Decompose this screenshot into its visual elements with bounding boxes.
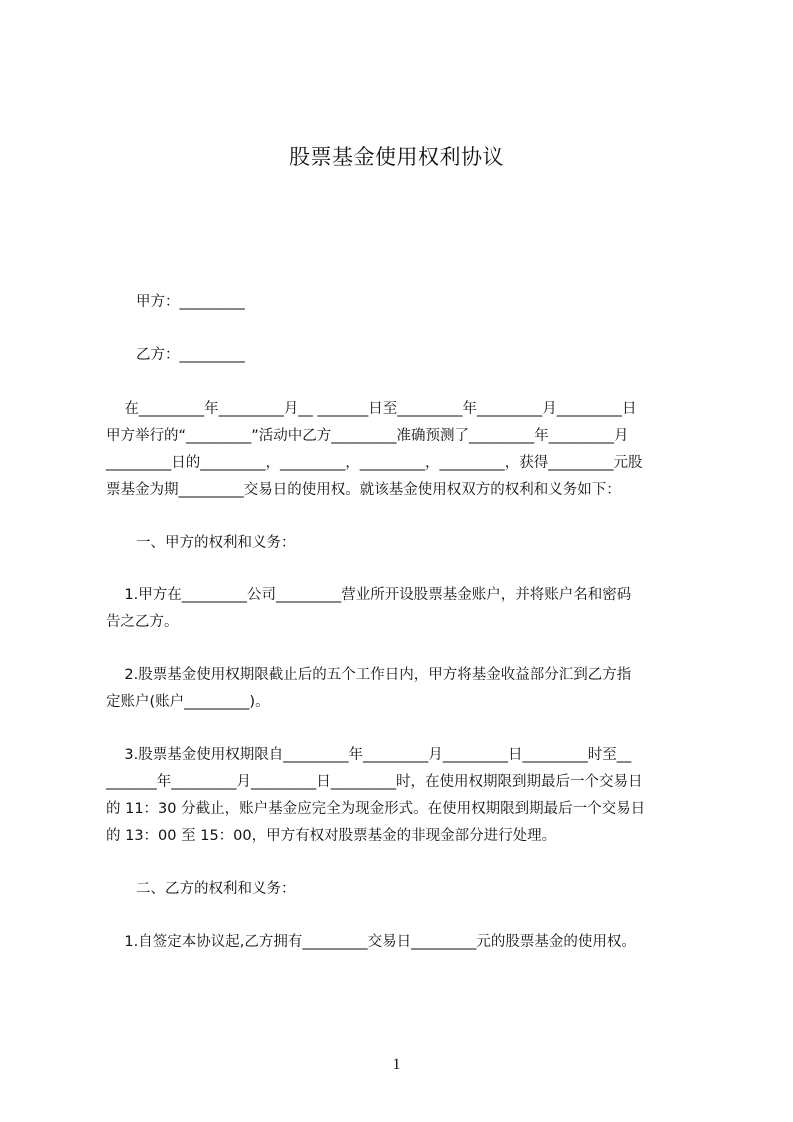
section-a-heading: 一、甲方的权利和义务： <box>136 535 296 551</box>
document-title: 股票基金使用权利协议 <box>289 145 504 169</box>
intro-line-4: 票基金为期_________交易日的使用权。就该基金使用权双方的权利和义务如下： <box>106 482 621 498</box>
section-a-item2-line-1: 2.股票基金使用权期限截止后的五个工作日内，甲方将基金收益部分汇到乙方指 <box>106 667 632 683</box>
intro-line-3: _________日的_________，_________，_________，_________，获得_________元股 <box>106 455 643 471</box>
intro-line-2: 甲方举行的“_________”活动中乙方_________准确预测了_________年_________月 <box>106 428 629 444</box>
intro-line-1: 在_________年_________月__ _______日至_________年_________月_________日 <box>106 401 637 417</box>
party-b-line: 乙方：_________ <box>136 347 245 363</box>
section-b-heading: 二、乙方的权利和义务： <box>136 881 296 897</box>
section-a-item1-line-2: 告之乙方。 <box>106 614 179 630</box>
section-b-item1-line: 1.自签定本协议起,乙方拥有_________交易日_________元的股票基金的使用权。 <box>106 934 636 950</box>
section-a-item2-line-2: 定账户(账户_________)。 <box>106 694 270 710</box>
section-a-item1-line-1: 1.甲方在_________公司_________营业所开设股票基金账户，并将账户名和密码 <box>106 587 632 603</box>
section-a-item3-line-3: 的 11：30 分截止，账户基金应完全为现金形式。在使用权期限到期最后一个交易日 <box>106 801 646 817</box>
section-a-item3-line-1: 3.股票基金使用权期限自_________年_________月_________日_________时至__ <box>106 747 632 763</box>
section-a-item3-line-4: 的 13：00 至 15：00，甲方有权对股票基金的非现金部分进行处理。 <box>106 828 557 844</box>
section-a-item3-line-2: _______年_________月_________日_________时，在使用权期限到期最后一个交易日 <box>106 774 643 790</box>
party-a-line: 甲方：_________ <box>136 294 245 310</box>
page-number: 1 <box>392 1056 401 1073</box>
